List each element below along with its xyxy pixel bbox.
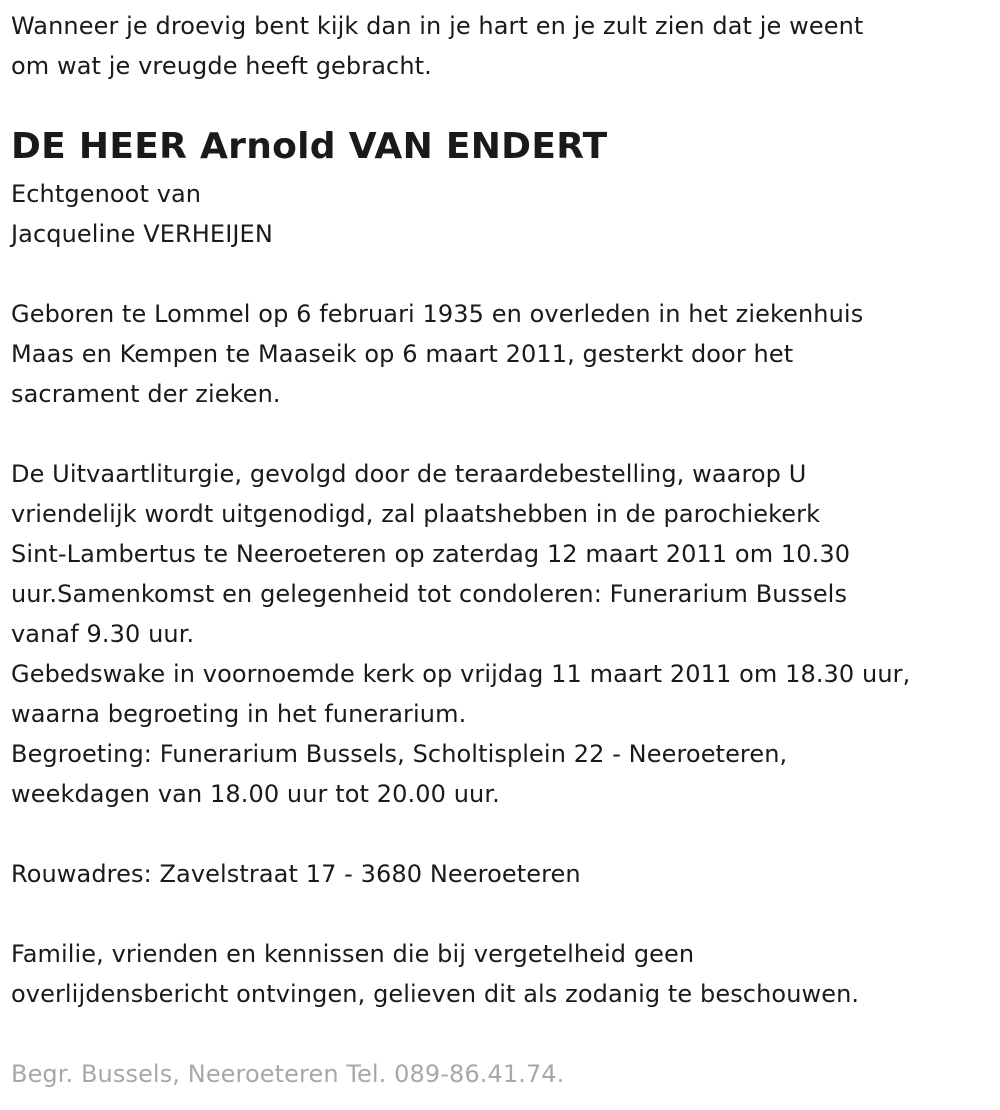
motto-line: om wat je vreugde heeft gebracht. bbox=[11, 52, 432, 80]
ceremony-paragraph bbox=[11, 454, 910, 814]
notice-paragraph bbox=[11, 934, 859, 1014]
birth-death-line: sacrament der zieken. bbox=[11, 380, 281, 408]
footer-line: Begr. Bussels, Neeroeteren Tel. 089-86.41.74. bbox=[11, 1060, 565, 1088]
ceremony-line: Gebedswake in voornoemde kerk op vrijdag 11 maart 2011 om 18.30 uur, bbox=[11, 660, 911, 688]
notice-line: Familie, vrienden en kennissen die bij vergetelheid geen bbox=[11, 940, 695, 968]
ceremony-line: weekdagen van 18.00 uur tot 20.00 uur. bbox=[11, 780, 500, 808]
spouse-line: Echtgenoot van bbox=[11, 180, 202, 208]
deceased-name: DE HEER Arnold VAN ENDERT bbox=[11, 126, 608, 167]
mourning-address bbox=[11, 854, 581, 894]
spouse-line: Jacqueline VERHEIJEN bbox=[11, 220, 273, 248]
notice-line: overlijdensbericht ontvingen, gelieven dit als zodanig te beschouwen. bbox=[11, 980, 860, 1008]
motto-line: Wanneer je droevig bent kijk dan in je hart en je zult zien dat je weent bbox=[11, 12, 864, 40]
ceremony-line: Sint-Lambertus te Neeroeteren op zaterdag 12 maart 2011 om 10.30 bbox=[11, 540, 851, 568]
ceremony-line: vanaf 9.30 uur. bbox=[11, 620, 195, 648]
ceremony-line: waarna begroeting in het funerarium. bbox=[11, 700, 467, 728]
funeral-home-footer bbox=[11, 1054, 564, 1094]
ceremony-line: De Uitvaartliturgie, gevolgd door de teraardebestelling, waarop U bbox=[11, 460, 807, 488]
mourning-address-line: Rouwadres: Zavelstraat 17 - 3680 Neeroeteren bbox=[11, 860, 581, 888]
birth-death-line: Geboren te Lommel op 6 februari 1935 en overleden in het ziekenhuis bbox=[11, 300, 864, 328]
ceremony-line: uur.Samenkomst en gelegenheid tot condoleren: Funerarium Bussels bbox=[11, 580, 848, 608]
birth-death-line: Maas en Kempen te Maaseik op 6 maart 2011, gesterkt door het bbox=[11, 340, 794, 368]
ceremony-line: vriendelijk wordt uitgenodigd, zal plaatshebben in de parochiekerk bbox=[11, 500, 821, 528]
ceremony-line: Begroeting: Funerarium Bussels, Scholtisplein 22 - Neeroeteren, bbox=[11, 740, 788, 768]
spouse-block bbox=[11, 174, 273, 254]
motto-quote bbox=[11, 6, 863, 86]
birth-death-paragraph bbox=[11, 294, 863, 414]
